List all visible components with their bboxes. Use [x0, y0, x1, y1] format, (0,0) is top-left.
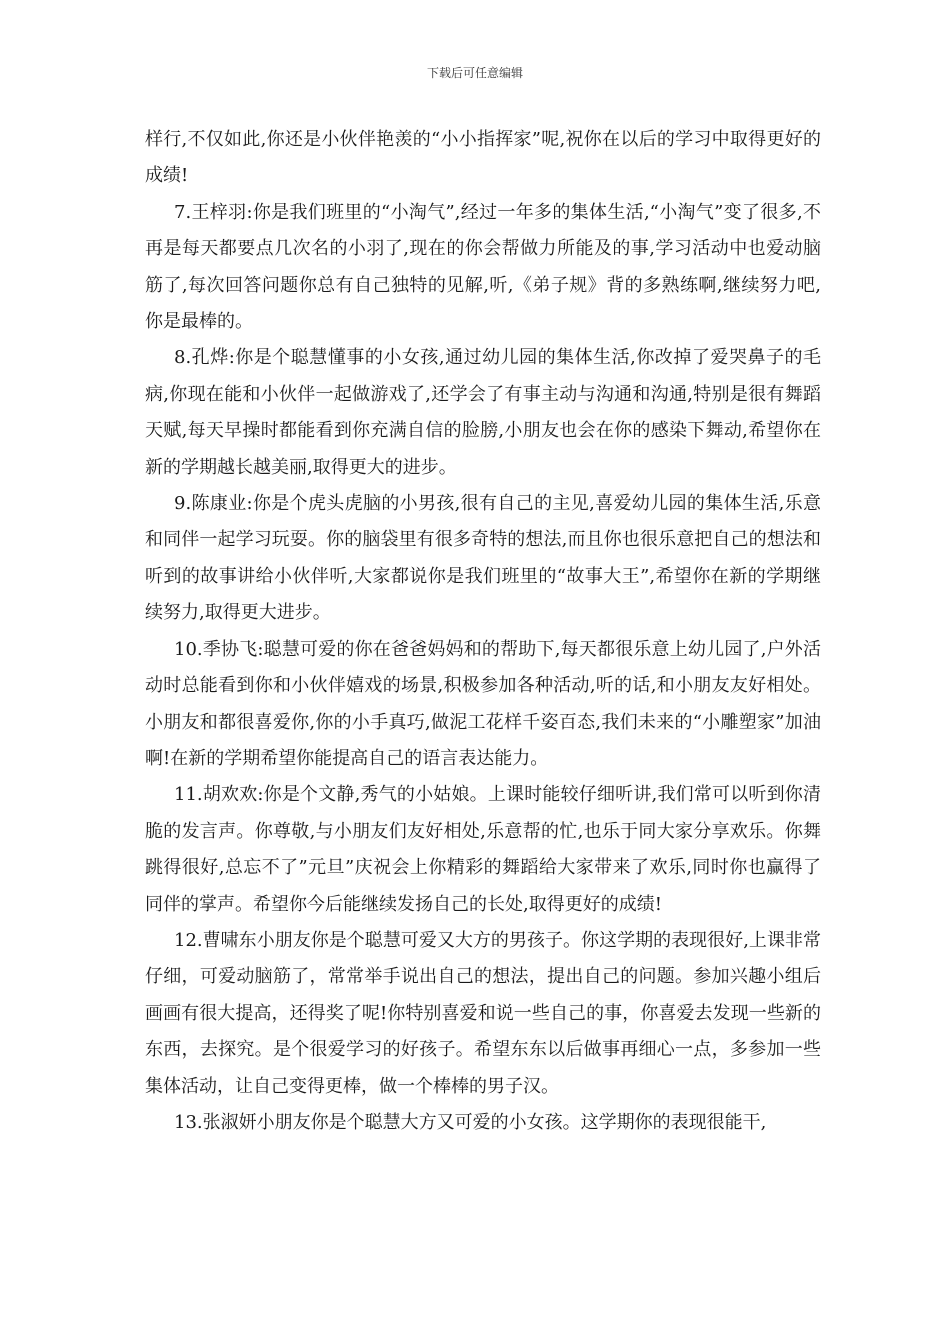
- paragraph-10: 10.季协飞:聪慧可爱的你在爸爸妈妈和的帮助下,每天都很乐意上幼儿园了,户外活动时总能看到你和小伙伴嬉戏的场景,积极参加各种活动,听的话,和小朋友友好相处。小朋友和都很喜爱你,你的小手真巧,做泥工花样千姿百态,我们未来的“小雕塑家”加油啊!在新的学期希望你能提高自己的语言表达能力。: [145, 638, 821, 769]
- page-header-note: 下载后可任意编辑: [426, 66, 523, 80]
- paragraph-7: 7.王梓羽:你是我们班里的“小淘气”,经过一年多的集体生活,“小淘气”变了很多,不再是每天都要点几次名的小羽了,现在的你会帮做力所能及的事,学习活动中也爱动脑筋了,每次回答问题你总有自己独特的见解,听,《弟子规》背的多熟练啊,继续努力吧,你是最棒的。: [145, 201, 821, 333]
- paragraph-11: 11.胡欢欢:你是个文静,秀气的小姑娘。上课时能较仔细听讲,我们常可以听到你清脆的发言声。你尊敬,与小朋友们友好相处,乐意帮的忙,也乐于同大家分享欢乐。你舞跳得很好,总忘不了”元旦”庆祝会上你精彩的舞蹈给大家带来了欢乐,同时你也赢得了同伴的掌声。希望你今后能继续发扬自己的长处,取得更好的成绩!: [145, 784, 821, 915]
- paragraph-9: 9.陈康业:你是个虎头虎脑的小男孩,很有自己的主见,喜爱幼儿园的集体生活,乐意和同伴一起学习玩耍。你的脑袋里有很多奇特的想法,而且你也很乐意把自己的想法和听到的故事讲给小伙伴听,大家都说你是我们班里的“故事大王”,希望你在新的学期继续努力,取得更大进步。: [145, 493, 821, 624]
- document-body: [145, 122, 821, 1141]
- paragraph-13: 13.张淑妍小朋友你是个聪慧大方又可爱的小女孩。这学期你的表现很能干,: [174, 1111, 767, 1133]
- paragraph-8: 8.孔烨:你是个聪慧懂事的小女孩,通过幼儿园的集体生活,你改掉了爱哭鼻子的毛病,你现在能和小伙伴一起做游戏了,还学会了有事主动与沟通和沟通,特别是很有舞蹈天赋,每天早操时都能看到你充满自信的脸膀,小朋友也会在你的感染下舞动,希望你在新的学期越长越美丽,取得更大的进步。: [145, 347, 821, 478]
- paragraph-12: 12.曹啸东小朋友你是个聪慧可爱又大方的男孩子。你这学期的表现很好,上课非常仔细，可爱动脑筋了，常常举手说出自己的想法，提出自己的问题。参加兴趣小组后画画有很大提高，还得奖了呢!你特别喜爱和说一些自己的事，你喜爱去发现一些新的东西，去探究。是个很爱学习的好孩子。希望东东以后做事再细心一点，多参加一些集体活动，让自己变得更棒，做一个棒棒的男子汉。: [145, 929, 821, 1097]
- paragraph-continued: 样行,不仅如此,你还是小伙伴艳羡的“小小指挥家”呢,祝你在以后的学习中取得更好的成绩!: [145, 129, 821, 187]
